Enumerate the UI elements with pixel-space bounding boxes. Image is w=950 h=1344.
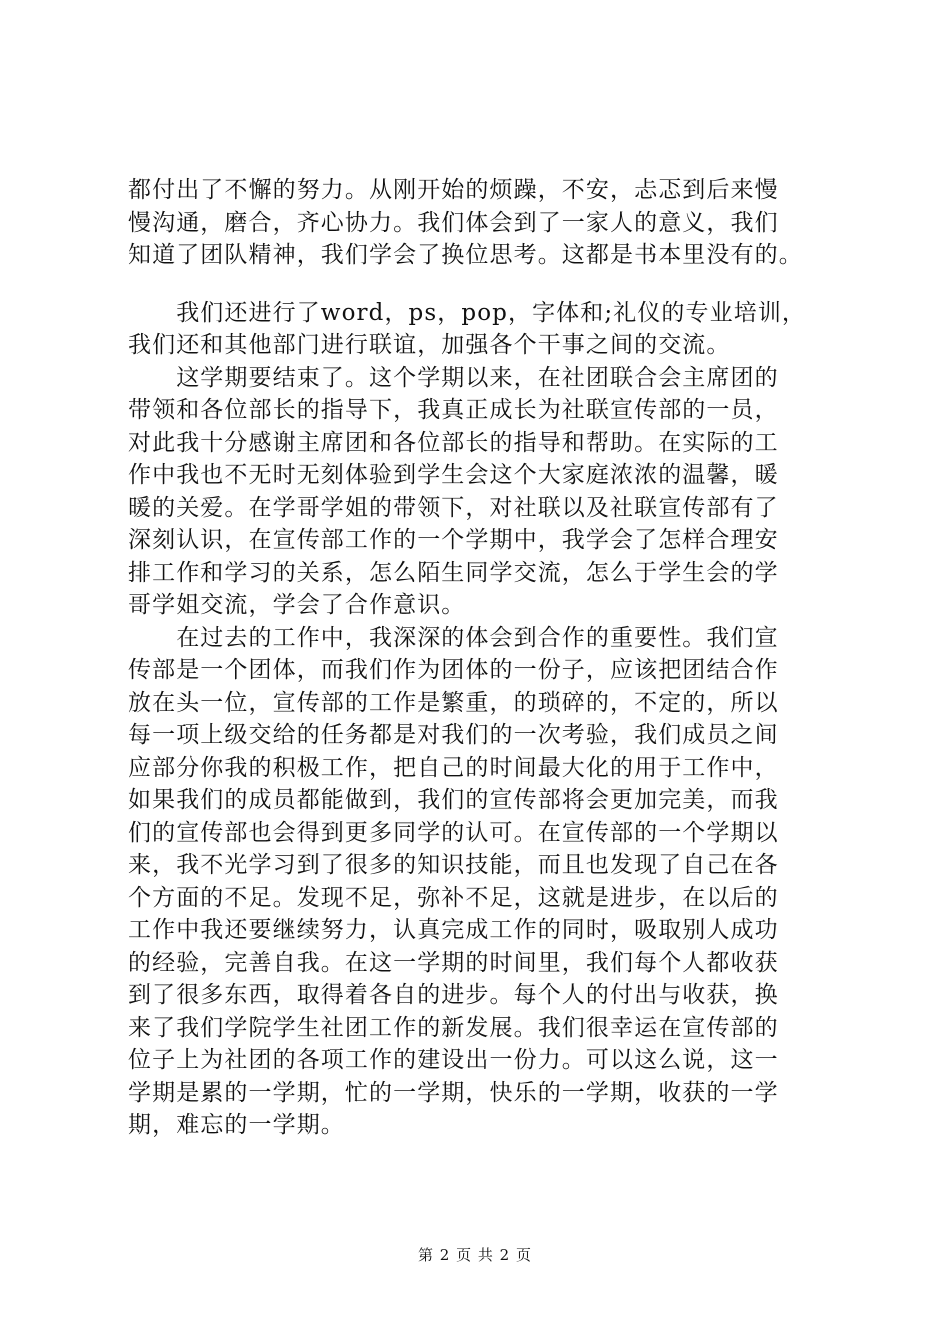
text-line-6: 这学期要结束了。这个学期以来，在社团联合会主席团的: [128, 364, 779, 391]
text-line-26: 来了我们学院学生社团工作的新发展。我们很幸运在宣传部的: [128, 1014, 779, 1041]
text-line-3: 知道了团队精神，我们学会了换位思考。这都是书本里没有的。: [128, 242, 803, 268]
text-line-21: 来，我不光学习到了很多的知识技能，而且也发现了自己在各: [128, 852, 779, 878]
text-line-15: 传部是一个团体，而我们作为团体的一份子，应该把团结合作: [128, 657, 779, 683]
text-line-19: 如果我们的成员都能做到，我们的宣传部将会更加完美，而我: [128, 787, 779, 813]
paragraph-gap: [128, 272, 858, 297]
text-line-8: 对此我十分感谢主席团和各位部长的指导和帮助。在实际的工: [128, 429, 779, 456]
text-line-29: 期，难忘的一学期。: [128, 1112, 345, 1138]
text-line-23: 工作中我还要继续努力，认真完成工作的同时，吸取别人成功: [128, 917, 779, 943]
text-line-2: 慢沟通，磨合，齐心协力。我们体会到了一家人的意义，我们: [128, 209, 779, 236]
text-line-16: 放在头一位，宣传部的工作是繁重，的琐碎的，不定的，所以: [128, 689, 779, 716]
text-line-1: 都付出了不懈的努力。从刚开始的烦躁，不安，忐忑到后来慢: [128, 177, 779, 203]
text-line-4: 我们还进行了word，ps，pop，字体和;礼仪的专业培训，: [128, 299, 807, 326]
text-line-10: 暖的关爱。在学哥学姐的带领下，对社联以及社联宣传部有了: [128, 494, 779, 521]
text-line-5: 我们还和其他部门进行联谊，加强各个干事之间的交流。: [128, 332, 731, 358]
text-line-11: 深刻认识，在宣传部工作的一个学期中，我学会了怎样合理安: [128, 527, 779, 553]
text-line-14: 在过去的工作中，我深深的体会到合作的重要性。我们宣: [128, 624, 779, 651]
document-body: [128, 174, 858, 1142]
text-line-27: 位子上为社团的各项工作的建设出一份力。可以这么说，这一: [128, 1047, 779, 1073]
page-number-footer: 第 2 页 共 2 页: [418, 1246, 532, 1264]
text-line-12: 排工作和学习的关系，怎么陌生同学交流，怎么于学生会的学: [128, 559, 779, 586]
text-line-28: 学期是累的一学期，忙的一学期，快乐的一学期，收获的一学: [128, 1079, 779, 1106]
text-line-7: 带领和各位部长的指导下，我真正成长为社联宣传部的一员，: [128, 397, 779, 423]
text-line-17: 每一项上级交给的任务都是对我们的一次考验，我们成员之间: [128, 722, 779, 748]
text-line-9: 作中我也不无时无刻体验到学生会这个大家庭浓浓的温馨，暖: [128, 462, 779, 488]
text-line-22: 个方面的不足。发现不足，弥补不足，这就是进步，在以后的: [128, 884, 779, 911]
text-line-24: 的经验，完善自我。在这一学期的时间里，我们每个人都收获: [128, 949, 779, 976]
text-line-20: 们的宣传部也会得到更多同学的认可。在宣传部的一个学期以: [128, 819, 779, 846]
text-line-13: 哥学姐交流，学会了合作意识。: [128, 592, 466, 618]
text-line-18: 应部分你我的积极工作，把自己的时间最大化的用于工作中，: [128, 754, 779, 781]
text-line-25: 到了很多东西，取得着各自的进步。每个人的付出与收获，换: [128, 982, 779, 1008]
